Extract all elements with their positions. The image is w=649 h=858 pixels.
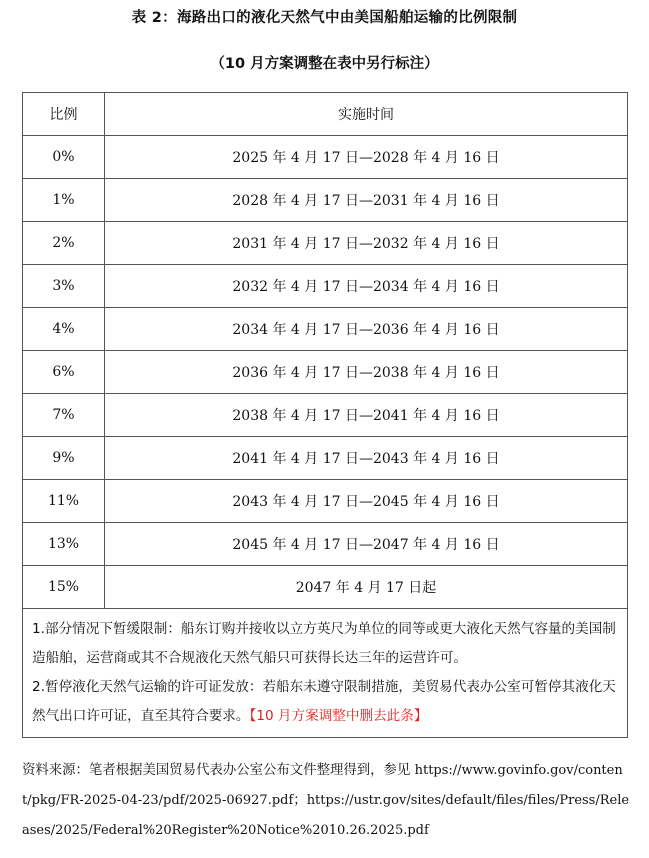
table-row bbox=[23, 136, 628, 179]
source-separator: ； bbox=[293, 793, 307, 808]
source-url-ustr[interactable]: https://ustr.gov/sites/default/files/files/Press/Releases/2025/Federal%20Register%20Notice%2010.26.2025.pdf bbox=[22, 793, 630, 838]
ratio-cell: 6% bbox=[23, 351, 105, 394]
period-cell: 2031 年 4 月 17 日—2032 年 4 月 16 日 bbox=[105, 222, 628, 265]
period-cell: 2043 年 4 月 17 日—2045 年 4 月 16 日 bbox=[105, 480, 628, 523]
ratio-cell: 1% bbox=[23, 179, 105, 222]
source-url-govinfo[interactable]: https://www.govinfo.gov/content/pkg/FR-2025-04-23/pdf/2025-06927.pdf bbox=[22, 763, 623, 808]
period-cell: 2045 年 4 月 17 日—2047 年 4 月 16 日 bbox=[105, 523, 628, 566]
notes-cell bbox=[23, 609, 628, 738]
ratio-cell: 0% bbox=[23, 136, 105, 179]
table-row bbox=[23, 566, 628, 609]
source-note bbox=[22, 756, 632, 846]
note-license-suspension bbox=[32, 673, 618, 731]
ratio-cell: 7% bbox=[23, 394, 105, 437]
ratio-table bbox=[22, 92, 628, 738]
table-row bbox=[23, 480, 628, 523]
period-cell: 2025 年 4 月 17 日—2028 年 4 月 16 日 bbox=[105, 136, 628, 179]
ratio-cell: 4% bbox=[23, 308, 105, 351]
ratio-cell: 9% bbox=[23, 437, 105, 480]
period-cell: 2036 年 4 月 17 日—2038 年 4 月 16 日 bbox=[105, 351, 628, 394]
table-row bbox=[23, 351, 628, 394]
table-row bbox=[23, 394, 628, 437]
note-deleted-marker: 【10 月方案调整中删去此条】 bbox=[249, 708, 428, 724]
note-license-text: 2.暂停液化天然气运输的许可证发放：若船东未遵守限制措施，美贸易代表办公室可暂停其液化天然气出口许可证，直至其符合要求。 bbox=[32, 679, 616, 724]
period-cell: 2047 年 4 月 17 日起 bbox=[105, 566, 628, 609]
period-cell: 2034 年 4 月 17 日—2036 年 4 月 16 日 bbox=[105, 308, 628, 351]
period-cell: 2032 年 4 月 17 日—2034 年 4 月 16 日 bbox=[105, 265, 628, 308]
header-ratio: 比例 bbox=[23, 93, 105, 136]
ratio-cell: 3% bbox=[23, 265, 105, 308]
table-header-row bbox=[23, 93, 628, 136]
period-cell: 2041 年 4 月 17 日—2043 年 4 月 16 日 bbox=[105, 437, 628, 480]
notes-row bbox=[23, 609, 628, 738]
header-period: 实施时间 bbox=[105, 93, 628, 136]
source-label: 资料来源：笔者根据美国贸易代表办公室公布文件整理得到，参见 bbox=[22, 763, 411, 778]
table-row bbox=[23, 179, 628, 222]
table-subtitle: （10 月方案调整在表中另行标注） bbox=[210, 56, 439, 72]
period-cell: 2038 年 4 月 17 日—2041 年 4 月 16 日 bbox=[105, 394, 628, 437]
note-partial-suspension: 1.部分情况下暂缓限制：船东订购并接收以立方英尺为单位的同等或更大液化天然气容量的美国制造船舶，运营商或其不合规液化天然气船只可获得长达三年的运营许可。 bbox=[32, 621, 616, 666]
table-row bbox=[23, 523, 628, 566]
period-cell: 2028 年 4 月 17 日—2031 年 4 月 16 日 bbox=[105, 179, 628, 222]
ratio-cell: 11% bbox=[23, 480, 105, 523]
table-row bbox=[23, 308, 628, 351]
ratio-cell: 2% bbox=[23, 222, 105, 265]
table-title: 表 2：海路出口的液化天然气中由美国船舶运输的比例限制 bbox=[131, 10, 518, 26]
ratio-cell: 15% bbox=[23, 566, 105, 609]
table-row bbox=[23, 437, 628, 480]
table-row bbox=[23, 222, 628, 265]
table-row bbox=[23, 265, 628, 308]
ratio-cell: 13% bbox=[23, 523, 105, 566]
